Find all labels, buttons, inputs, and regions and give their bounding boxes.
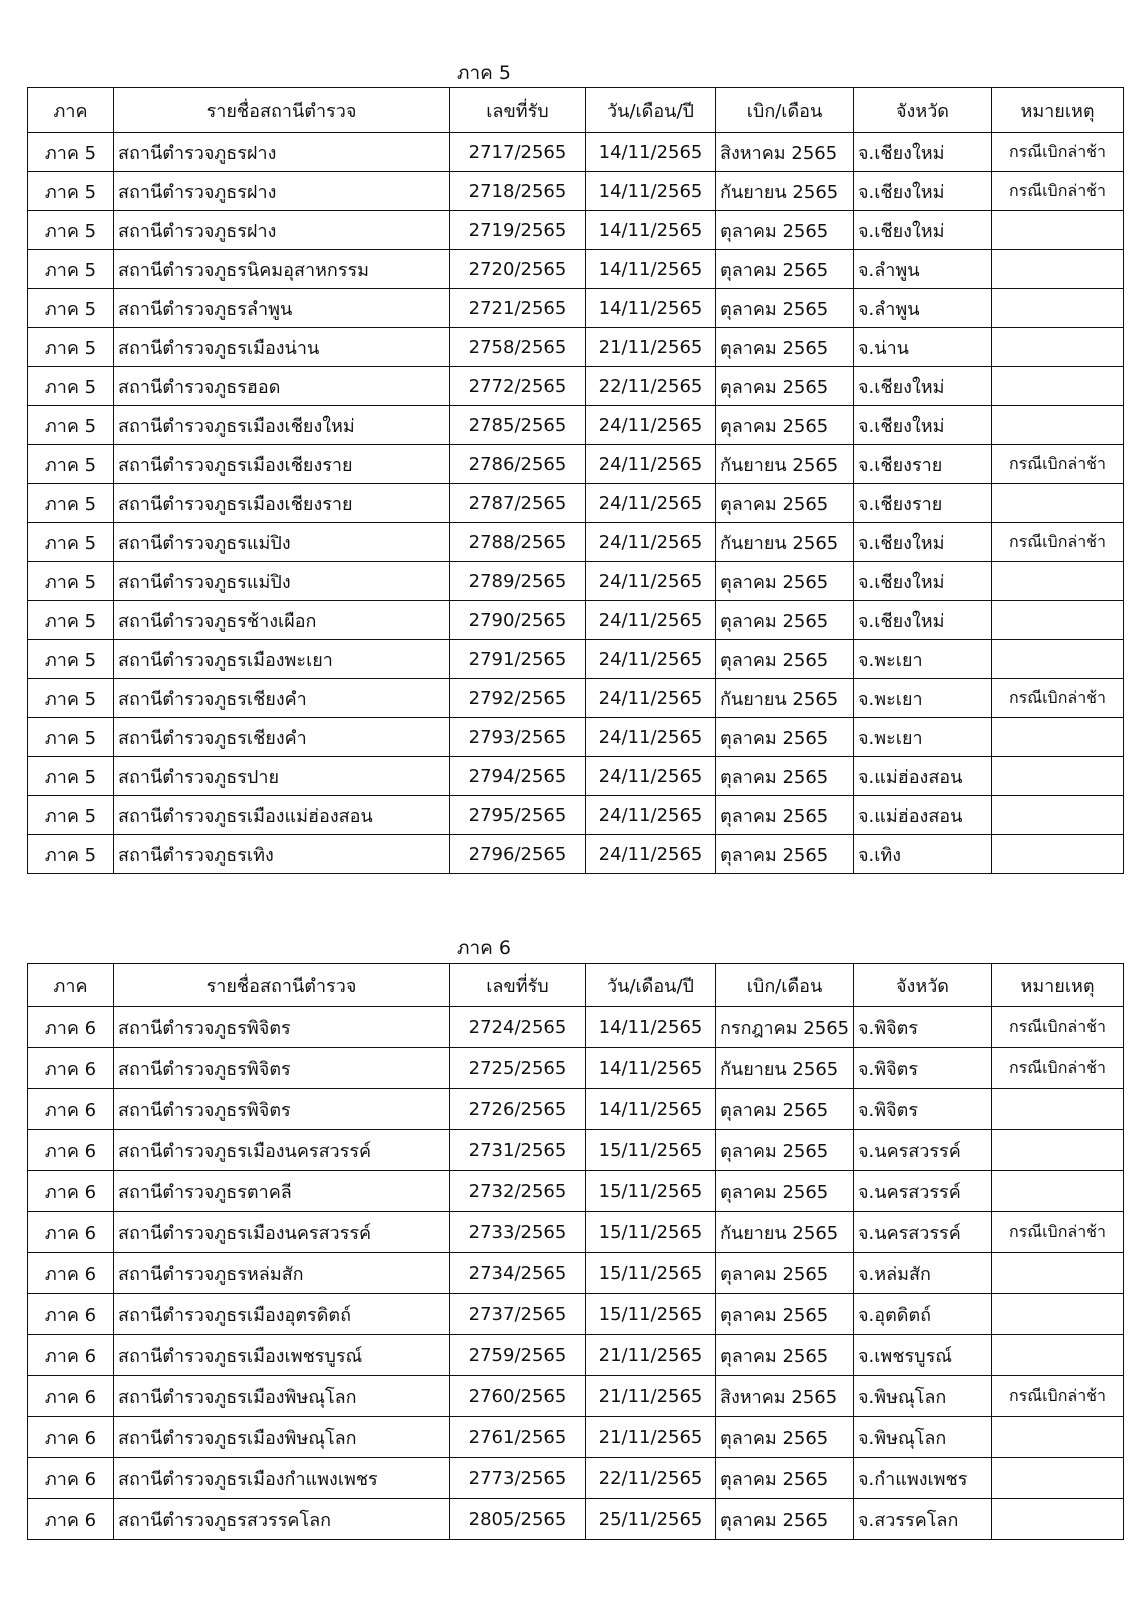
region-cell: ภาค 6 bbox=[28, 1130, 114, 1171]
claim-month-cell: ตุลาคม 2565 bbox=[716, 835, 854, 874]
claim-month-cell: ตุลาคม 2565 bbox=[716, 1458, 854, 1499]
station-name-cell: สถานีตำรวจภูธรแม่ปิง bbox=[114, 523, 450, 562]
table-row bbox=[28, 1007, 1124, 1048]
table-row bbox=[28, 1417, 1124, 1458]
region-cell: ภาค 5 bbox=[28, 562, 114, 601]
province-cell: จ.นครสวรรค์ bbox=[854, 1212, 992, 1253]
remark-cell: กรณีเบิกล่าช้า bbox=[992, 133, 1124, 172]
station-name-cell: สถานีตำรวจภูธรสวรรคโลก bbox=[114, 1499, 450, 1540]
date-cell: 24/11/2565 bbox=[586, 484, 716, 523]
claim-month-cell: กรกฎาคม 2565 bbox=[716, 1007, 854, 1048]
claim-month-cell: ตุลาคม 2565 bbox=[716, 718, 854, 757]
station-name-cell: สถานีตำรวจภูธรฝาง bbox=[114, 133, 450, 172]
remark-cell: กรณีเบิกล่าช้า bbox=[992, 1376, 1124, 1417]
date-cell: 25/11/2565 bbox=[586, 1499, 716, 1540]
province-cell: จ.เชียงใหม่ bbox=[854, 211, 992, 250]
header-region: ภาค bbox=[28, 964, 114, 1007]
table-row bbox=[28, 523, 1124, 562]
table-row bbox=[28, 1212, 1124, 1253]
claim-month-cell: ตุลาคม 2565 bbox=[716, 484, 854, 523]
region-cell: ภาค 5 bbox=[28, 133, 114, 172]
table-row bbox=[28, 1171, 1124, 1212]
receipt-number-cell: 2785/2565 bbox=[450, 406, 586, 445]
table-row bbox=[28, 133, 1124, 172]
section-title-region-6: ภาค 6 bbox=[456, 937, 512, 959]
station-name-cell: สถานีตำรวจภูธรเมืองนครสวรรค์ bbox=[114, 1130, 450, 1171]
date-cell: 14/11/2565 bbox=[586, 211, 716, 250]
header-remark: หมายเหตุ bbox=[992, 964, 1124, 1007]
header-province: จังหวัด bbox=[854, 964, 992, 1007]
remark-cell bbox=[992, 601, 1124, 640]
date-cell: 14/11/2565 bbox=[586, 1007, 716, 1048]
date-cell: 15/11/2565 bbox=[586, 1212, 716, 1253]
station-name-cell: สถานีตำรวจภูธรเมืองพะเยา bbox=[114, 640, 450, 679]
table-row bbox=[28, 562, 1124, 601]
region-cell: ภาค 5 bbox=[28, 835, 114, 874]
region-cell: ภาค 5 bbox=[28, 289, 114, 328]
station-name-cell: สถานีตำรวจภูธรพิจิตร bbox=[114, 1089, 450, 1130]
table-row bbox=[28, 1048, 1124, 1089]
remark-cell bbox=[992, 718, 1124, 757]
header-date: วัน/เดือน/ปี bbox=[586, 964, 716, 1007]
date-cell: 24/11/2565 bbox=[586, 796, 716, 835]
remark-cell bbox=[992, 289, 1124, 328]
date-cell: 24/11/2565 bbox=[586, 640, 716, 679]
date-cell: 24/11/2565 bbox=[586, 601, 716, 640]
table-header-row bbox=[28, 88, 1124, 133]
remark-cell: กรณีเบิกล่าช้า bbox=[992, 1048, 1124, 1089]
date-cell: 24/11/2565 bbox=[586, 406, 716, 445]
region-cell: ภาค 5 bbox=[28, 211, 114, 250]
receipt-number-cell: 2793/2565 bbox=[450, 718, 586, 757]
table-row bbox=[28, 445, 1124, 484]
date-cell: 15/11/2565 bbox=[586, 1253, 716, 1294]
receipt-number-cell: 2795/2565 bbox=[450, 796, 586, 835]
remark-cell bbox=[992, 406, 1124, 445]
region-cell: ภาค 6 bbox=[28, 1417, 114, 1458]
claim-month-cell: ตุลาคม 2565 bbox=[716, 328, 854, 367]
claim-month-cell: ตุลาคม 2565 bbox=[716, 1417, 854, 1458]
province-cell: จ.แม่ฮ่องสอน bbox=[854, 796, 992, 835]
claim-month-cell: ตุลาคม 2565 bbox=[716, 1294, 854, 1335]
station-name-cell: สถานีตำรวจภูธรเมืองเชียงใหม่ bbox=[114, 406, 450, 445]
receipt-number-cell: 2721/2565 bbox=[450, 289, 586, 328]
remark-cell bbox=[992, 328, 1124, 367]
date-cell: 24/11/2565 bbox=[586, 523, 716, 562]
region-cell: ภาค 5 bbox=[28, 250, 114, 289]
province-cell: จ.เชียงใหม่ bbox=[854, 133, 992, 172]
remark-cell: กรณีเบิกล่าช้า bbox=[992, 445, 1124, 484]
province-cell: จ.เชียงใหม่ bbox=[854, 562, 992, 601]
table-header-row bbox=[28, 964, 1124, 1007]
remark-cell bbox=[992, 1089, 1124, 1130]
province-cell: จ.เชียงใหม่ bbox=[854, 523, 992, 562]
province-cell: จ.แม่ฮ่องสอน bbox=[854, 757, 992, 796]
table-row bbox=[28, 211, 1124, 250]
claim-month-cell: สิงหาคม 2565 bbox=[716, 1376, 854, 1417]
date-cell: 15/11/2565 bbox=[586, 1171, 716, 1212]
table-row bbox=[28, 484, 1124, 523]
province-cell: จ.พะเยา bbox=[854, 640, 992, 679]
remark-cell bbox=[992, 640, 1124, 679]
header-region: ภาค bbox=[28, 88, 114, 133]
region-cell: ภาค 5 bbox=[28, 757, 114, 796]
remark-cell bbox=[992, 757, 1124, 796]
receipt-number-cell: 2761/2565 bbox=[450, 1417, 586, 1458]
table-row bbox=[28, 1130, 1124, 1171]
province-cell: จ.นครสวรรค์ bbox=[854, 1130, 992, 1171]
table-row bbox=[28, 679, 1124, 718]
province-cell: จ.พิษณุโลก bbox=[854, 1417, 992, 1458]
table-row bbox=[28, 640, 1124, 679]
table-row bbox=[28, 601, 1124, 640]
station-name-cell: สถานีตำรวจภูธรตาคลี bbox=[114, 1171, 450, 1212]
receipt-number-cell: 2786/2565 bbox=[450, 445, 586, 484]
province-cell: จ.พิษณุโลก bbox=[854, 1376, 992, 1417]
station-name-cell: สถานีตำรวจภูธรเมืองพิษณุโลก bbox=[114, 1417, 450, 1458]
province-cell: จ.เชียงราย bbox=[854, 484, 992, 523]
receipt-number-cell: 2760/2565 bbox=[450, 1376, 586, 1417]
header-receipt-number: เลขที่รับ bbox=[450, 88, 586, 133]
claim-month-cell: ตุลาคม 2565 bbox=[716, 1171, 854, 1212]
date-cell: 14/11/2565 bbox=[586, 1089, 716, 1130]
province-cell: จ.เชียงราย bbox=[854, 445, 992, 484]
date-cell: 22/11/2565 bbox=[586, 1458, 716, 1499]
province-cell: จ.ลำพูน bbox=[854, 289, 992, 328]
remark-cell: กรณีเบิกล่าช้า bbox=[992, 1212, 1124, 1253]
station-name-cell: สถานีตำรวจภูธรพิจิตร bbox=[114, 1007, 450, 1048]
region-cell: ภาค 5 bbox=[28, 367, 114, 406]
station-name-cell: สถานีตำรวจภูธรนิคมอุสาหกรรม bbox=[114, 250, 450, 289]
station-name-cell: สถานีตำรวจภูธรเมืองอุตรดิตถ์ bbox=[114, 1294, 450, 1335]
receipt-number-cell: 2725/2565 bbox=[450, 1048, 586, 1089]
receipt-number-cell: 2789/2565 bbox=[450, 562, 586, 601]
remark-cell bbox=[992, 1294, 1124, 1335]
receipt-number-cell: 2796/2565 bbox=[450, 835, 586, 874]
station-name-cell: สถานีตำรวจภูธรเมืองพิษณุโลก bbox=[114, 1376, 450, 1417]
date-cell: 24/11/2565 bbox=[586, 718, 716, 757]
station-name-cell: สถานีตำรวจภูธรพิจิตร bbox=[114, 1048, 450, 1089]
province-cell: จ.เชียงใหม่ bbox=[854, 172, 992, 211]
date-cell: 21/11/2565 bbox=[586, 328, 716, 367]
date-cell: 14/11/2565 bbox=[586, 133, 716, 172]
table-row bbox=[28, 757, 1124, 796]
region-cell: ภาค 6 bbox=[28, 1458, 114, 1499]
date-cell: 21/11/2565 bbox=[586, 1417, 716, 1458]
claim-month-cell: กันยายน 2565 bbox=[716, 679, 854, 718]
remark-cell bbox=[992, 1458, 1124, 1499]
province-cell: จ.ลำพูน bbox=[854, 250, 992, 289]
remark-cell bbox=[992, 1499, 1124, 1540]
receipt-number-cell: 2787/2565 bbox=[450, 484, 586, 523]
claim-month-cell: สิงหาคม 2565 bbox=[716, 133, 854, 172]
receipt-number-cell: 2788/2565 bbox=[450, 523, 586, 562]
claim-month-cell: ตุลาคม 2565 bbox=[716, 796, 854, 835]
table-row bbox=[28, 172, 1124, 211]
province-cell: จ.พิจิตร bbox=[854, 1089, 992, 1130]
region-cell: ภาค 6 bbox=[28, 1007, 114, 1048]
receipt-number-cell: 2717/2565 bbox=[450, 133, 586, 172]
station-name-cell: สถานีตำรวจภูธรเมืองแม่ฮ่องสอน bbox=[114, 796, 450, 835]
province-cell: จ.เชียงใหม่ bbox=[854, 367, 992, 406]
province-cell: จ.พิจิตร bbox=[854, 1007, 992, 1048]
date-cell: 24/11/2565 bbox=[586, 757, 716, 796]
date-cell: 14/11/2565 bbox=[586, 250, 716, 289]
claim-month-cell: ตุลาคม 2565 bbox=[716, 250, 854, 289]
table-row bbox=[28, 796, 1124, 835]
date-cell: 14/11/2565 bbox=[586, 1048, 716, 1089]
table-row bbox=[28, 1335, 1124, 1376]
region-cell: ภาค 6 bbox=[28, 1376, 114, 1417]
province-cell: จ.พะเยา bbox=[854, 718, 992, 757]
header-station-name: รายชื่อสถานีตำรวจ bbox=[114, 88, 450, 133]
table-row bbox=[28, 718, 1124, 757]
region-cell: ภาค 6 bbox=[28, 1253, 114, 1294]
table-row bbox=[28, 1089, 1124, 1130]
remark-cell bbox=[992, 367, 1124, 406]
table-row bbox=[28, 328, 1124, 367]
province-cell: จ.สวรรคโลก bbox=[854, 1499, 992, 1540]
station-name-cell: สถานีตำรวจภูธรเทิง bbox=[114, 835, 450, 874]
remark-cell bbox=[992, 796, 1124, 835]
remark-cell bbox=[992, 1253, 1124, 1294]
region-cell: ภาค 5 bbox=[28, 718, 114, 757]
station-name-cell: สถานีตำรวจภูธรเมืองนครสวรรค์ bbox=[114, 1212, 450, 1253]
remark-cell bbox=[992, 484, 1124, 523]
claim-month-cell: ตุลาคม 2565 bbox=[716, 1130, 854, 1171]
remark-cell: กรณีเบิกล่าช้า bbox=[992, 172, 1124, 211]
claim-month-cell: ตุลาคม 2565 bbox=[716, 562, 854, 601]
section-title-region-5: ภาค 5 bbox=[456, 62, 512, 84]
province-cell: จ.นครสวรรค์ bbox=[854, 1171, 992, 1212]
table-row bbox=[28, 1499, 1124, 1540]
claim-month-cell: ตุลาคม 2565 bbox=[716, 757, 854, 796]
claim-month-cell: ตุลาคม 2565 bbox=[716, 1499, 854, 1540]
table-region-6 bbox=[27, 963, 1124, 1540]
claim-month-cell: ตุลาคม 2565 bbox=[716, 1253, 854, 1294]
date-cell: 14/11/2565 bbox=[586, 172, 716, 211]
date-cell: 15/11/2565 bbox=[586, 1130, 716, 1171]
remark-cell bbox=[992, 1335, 1124, 1376]
province-cell: จ.เพชรบูรณ์ bbox=[854, 1335, 992, 1376]
date-cell: 24/11/2565 bbox=[586, 835, 716, 874]
remark-cell bbox=[992, 211, 1124, 250]
receipt-number-cell: 2737/2565 bbox=[450, 1294, 586, 1335]
region-cell: ภาค 5 bbox=[28, 679, 114, 718]
station-name-cell: สถานีตำรวจภูธรเมืองเชียงราย bbox=[114, 484, 450, 523]
header-claim-month: เบิก/เดือน bbox=[716, 88, 854, 133]
receipt-number-cell: 2718/2565 bbox=[450, 172, 586, 211]
remark-cell bbox=[992, 562, 1124, 601]
claim-month-cell: ตุลาคม 2565 bbox=[716, 640, 854, 679]
claim-month-cell: กันยายน 2565 bbox=[716, 1212, 854, 1253]
receipt-number-cell: 2792/2565 bbox=[450, 679, 586, 718]
station-name-cell: สถานีตำรวจภูธรแม่ปิง bbox=[114, 562, 450, 601]
station-name-cell: สถานีตำรวจภูธรฝาง bbox=[114, 211, 450, 250]
province-cell: จ.เชียงใหม่ bbox=[854, 406, 992, 445]
remark-cell: กรณีเบิกล่าช้า bbox=[992, 1007, 1124, 1048]
claim-month-cell: ตุลาคม 2565 bbox=[716, 289, 854, 328]
date-cell: 21/11/2565 bbox=[586, 1335, 716, 1376]
table-row bbox=[28, 835, 1124, 874]
claim-month-cell: ตุลาคม 2565 bbox=[716, 1089, 854, 1130]
receipt-number-cell: 2805/2565 bbox=[450, 1499, 586, 1540]
claim-month-cell: ตุลาคม 2565 bbox=[716, 406, 854, 445]
claim-month-cell: กันยายน 2565 bbox=[716, 445, 854, 484]
station-name-cell: สถานีตำรวจภูธรเชียงคำ bbox=[114, 679, 450, 718]
header-remark: หมายเหตุ bbox=[992, 88, 1124, 133]
table-region-5 bbox=[27, 87, 1124, 874]
claim-month-cell: กันยายน 2565 bbox=[716, 1048, 854, 1089]
region-cell: ภาค 5 bbox=[28, 172, 114, 211]
table-row bbox=[28, 1294, 1124, 1335]
header-claim-month: เบิก/เดือน bbox=[716, 964, 854, 1007]
province-cell: จ.น่าน bbox=[854, 328, 992, 367]
receipt-number-cell: 2794/2565 bbox=[450, 757, 586, 796]
station-name-cell: สถานีตำรวจภูธรปาย bbox=[114, 757, 450, 796]
receipt-number-cell: 2791/2565 bbox=[450, 640, 586, 679]
station-name-cell: สถานีตำรวจภูธรเมืองน่าน bbox=[114, 328, 450, 367]
claim-month-cell: ตุลาคม 2565 bbox=[716, 601, 854, 640]
remark-cell bbox=[992, 250, 1124, 289]
receipt-number-cell: 2720/2565 bbox=[450, 250, 586, 289]
receipt-number-cell: 2759/2565 bbox=[450, 1335, 586, 1376]
receipt-number-cell: 2732/2565 bbox=[450, 1171, 586, 1212]
table-row bbox=[28, 289, 1124, 328]
station-name-cell: สถานีตำรวจภูธรช้างเผือก bbox=[114, 601, 450, 640]
table-row bbox=[28, 1376, 1124, 1417]
header-date: วัน/เดือน/ปี bbox=[586, 88, 716, 133]
date-cell: 22/11/2565 bbox=[586, 367, 716, 406]
receipt-number-cell: 2772/2565 bbox=[450, 367, 586, 406]
receipt-number-cell: 2726/2565 bbox=[450, 1089, 586, 1130]
region-cell: ภาค 5 bbox=[28, 523, 114, 562]
region-cell: ภาค 5 bbox=[28, 406, 114, 445]
region-cell: ภาค 5 bbox=[28, 640, 114, 679]
province-cell: จ.หล่มสัก bbox=[854, 1253, 992, 1294]
region-cell: ภาค 5 bbox=[28, 796, 114, 835]
remark-cell bbox=[992, 1417, 1124, 1458]
header-receipt-number: เลขที่รับ bbox=[450, 964, 586, 1007]
claim-month-cell: ตุลาคม 2565 bbox=[716, 211, 854, 250]
date-cell: 24/11/2565 bbox=[586, 445, 716, 484]
date-cell: 24/11/2565 bbox=[586, 562, 716, 601]
header-province: จังหวัด bbox=[854, 88, 992, 133]
receipt-number-cell: 2734/2565 bbox=[450, 1253, 586, 1294]
claim-month-cell: กันยายน 2565 bbox=[716, 523, 854, 562]
station-name-cell: สถานีตำรวจภูธรฮอด bbox=[114, 367, 450, 406]
station-name-cell: สถานีตำรวจภูธรเมืองกำแพงเพชร bbox=[114, 1458, 450, 1499]
province-cell: จ.อุตดิตถ์ bbox=[854, 1294, 992, 1335]
province-cell: จ.พิจิตร bbox=[854, 1048, 992, 1089]
province-cell: จ.กำแพงเพชร bbox=[854, 1458, 992, 1499]
claim-month-cell: กันยายน 2565 bbox=[716, 172, 854, 211]
table-row bbox=[28, 367, 1124, 406]
receipt-number-cell: 2719/2565 bbox=[450, 211, 586, 250]
date-cell: 14/11/2565 bbox=[586, 289, 716, 328]
region-cell: ภาค 6 bbox=[28, 1089, 114, 1130]
region-cell: ภาค 6 bbox=[28, 1048, 114, 1089]
claim-month-cell: ตุลาคม 2565 bbox=[716, 1335, 854, 1376]
station-name-cell: สถานีตำรวจภูธรฝาง bbox=[114, 172, 450, 211]
receipt-number-cell: 2758/2565 bbox=[450, 328, 586, 367]
region-cell: ภาค 6 bbox=[28, 1499, 114, 1540]
table-row bbox=[28, 406, 1124, 445]
region-cell: ภาค 6 bbox=[28, 1335, 114, 1376]
station-name-cell: สถานีตำรวจภูธรหล่มสัก bbox=[114, 1253, 450, 1294]
table-row bbox=[28, 250, 1124, 289]
province-cell: จ.พะเยา bbox=[854, 679, 992, 718]
date-cell: 21/11/2565 bbox=[586, 1376, 716, 1417]
remark-cell: กรณีเบิกล่าช้า bbox=[992, 523, 1124, 562]
region-cell: ภาค 6 bbox=[28, 1171, 114, 1212]
remark-cell bbox=[992, 835, 1124, 874]
province-cell: จ.เชียงใหม่ bbox=[854, 601, 992, 640]
region-cell: ภาค 6 bbox=[28, 1294, 114, 1335]
table-row bbox=[28, 1458, 1124, 1499]
region-cell: ภาค 5 bbox=[28, 601, 114, 640]
header-station-name: รายชื่อสถานีตำรวจ bbox=[114, 964, 450, 1007]
claim-month-cell: ตุลาคม 2565 bbox=[716, 367, 854, 406]
date-cell: 24/11/2565 bbox=[586, 679, 716, 718]
receipt-number-cell: 2731/2565 bbox=[450, 1130, 586, 1171]
province-cell: จ.เทิง bbox=[854, 835, 992, 874]
remark-cell bbox=[992, 1171, 1124, 1212]
receipt-number-cell: 2733/2565 bbox=[450, 1212, 586, 1253]
receipt-number-cell: 2773/2565 bbox=[450, 1458, 586, 1499]
station-name-cell: สถานีตำรวจภูธรเมืองเพชรบูรณ์ bbox=[114, 1335, 450, 1376]
table-row bbox=[28, 1253, 1124, 1294]
remark-cell bbox=[992, 1130, 1124, 1171]
region-cell: ภาค 5 bbox=[28, 484, 114, 523]
receipt-number-cell: 2790/2565 bbox=[450, 601, 586, 640]
region-cell: ภาค 6 bbox=[28, 1212, 114, 1253]
remark-cell: กรณีเบิกล่าช้า bbox=[992, 679, 1124, 718]
station-name-cell: สถานีตำรวจภูธรเมืองเชียงราย bbox=[114, 445, 450, 484]
region-cell: ภาค 5 bbox=[28, 445, 114, 484]
station-name-cell: สถานีตำรวจภูธรเชียงคำ bbox=[114, 718, 450, 757]
date-cell: 15/11/2565 bbox=[586, 1294, 716, 1335]
receipt-number-cell: 2724/2565 bbox=[450, 1007, 586, 1048]
station-name-cell: สถานีตำรวจภูธรลำพูน bbox=[114, 289, 450, 328]
region-cell: ภาค 5 bbox=[28, 328, 114, 367]
